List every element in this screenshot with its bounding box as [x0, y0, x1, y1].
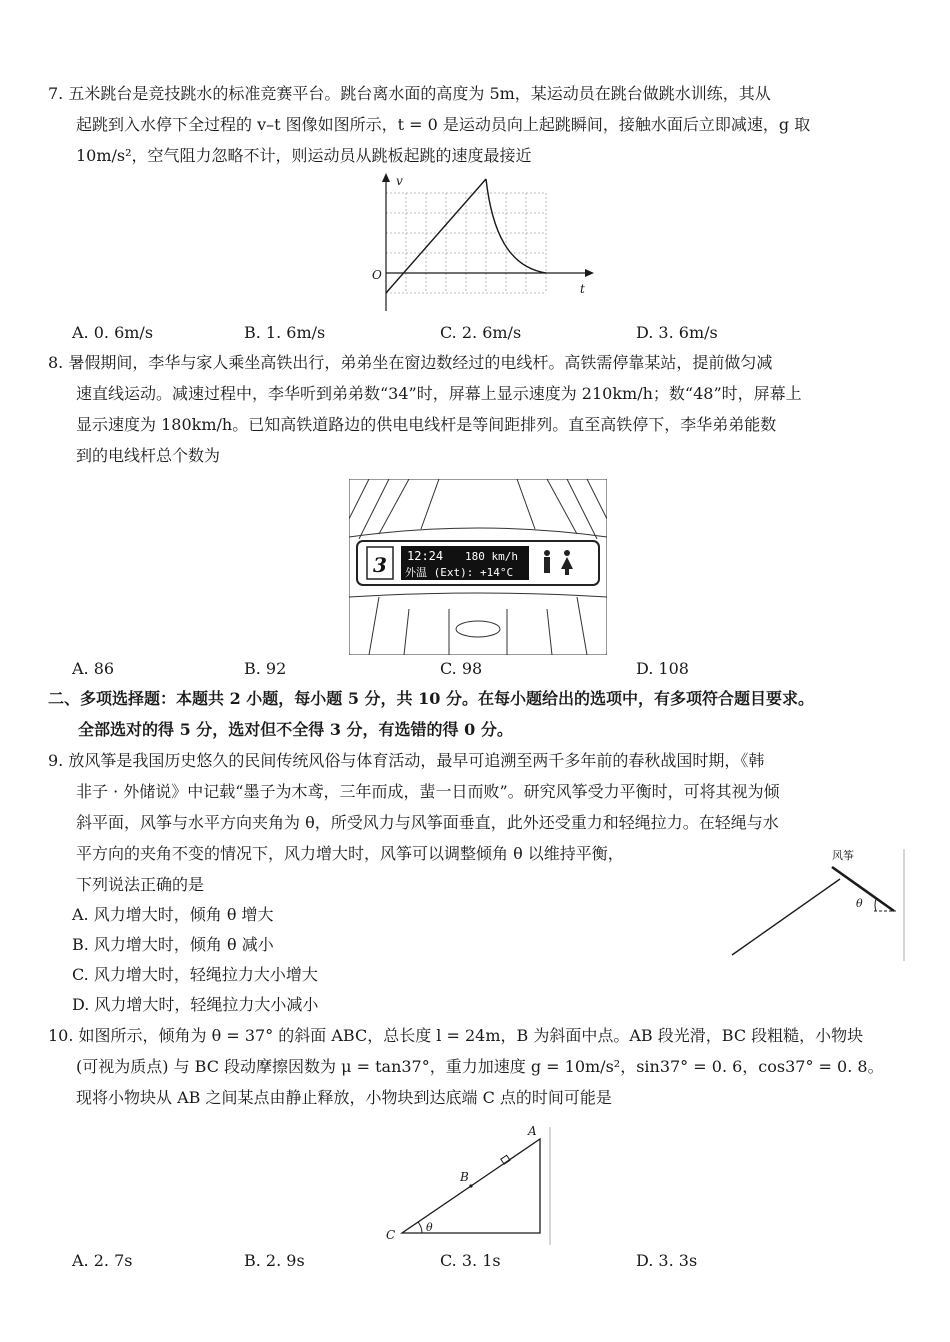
- kite-label: 风筝: [832, 849, 854, 862]
- q7-options: [48, 319, 908, 347]
- question-9: [48, 745, 908, 1020]
- q8-stem-line-3: 显示速度为 180km/h。已知高铁道路边的供电电线杆是等间距排列。直至高铁停下，李华弟弟能数: [76, 415, 777, 434]
- q9-option-d: D. 风力增大时，轻绳拉力大小减小: [72, 995, 319, 1014]
- q10-option-c: C. 3. 1s: [440, 1251, 501, 1270]
- section-2-heading: [48, 683, 908, 745]
- q9-option-b: B. 风力增大时，倾角 θ 减小: [72, 935, 274, 954]
- q9-stem-line-1: 9. 放风筝是我国历史悠久的民间传统风俗与体育活动，最早可追溯至两千多年前的春秋战国时期，《韩: [48, 751, 765, 770]
- q9-stem-line-5: 下列说法正确的是: [76, 875, 205, 894]
- incline-figure: [378, 1123, 578, 1247]
- q7-option-c: C. 2. 6m/s: [440, 323, 522, 342]
- q7-option-a: A. 0. 6m/s: [72, 323, 154, 342]
- q7-stem-line-1: 7. 五米跳台是竞技跳水的标准竞赛平台。跳台离水面的高度为 5m，某运动员在跳台做跳水训练，其从: [48, 84, 771, 103]
- kite-theta-label: θ: [856, 897, 863, 910]
- lcd-temperature: 外温 (Ext): +14°C: [405, 566, 514, 579]
- t-axis-arrow-icon: [585, 269, 594, 277]
- q7-option-b: B. 1. 6m/s: [244, 323, 326, 342]
- q10-options: [48, 1247, 908, 1275]
- kite-angle-arc: [875, 899, 876, 911]
- q9-stem-line-4: 平方向的夹角不变的情况下，风力增大时，风筝可以调整倾角 θ 以维持平衡，: [76, 844, 624, 863]
- q10-option-d: D. 3. 3s: [636, 1251, 698, 1270]
- kite-string: [732, 879, 840, 955]
- q9-stem-line-3: 斜平面，风筝与水平方向夹角为 θ，所受风力与风筝面垂直，此外还受重力和轻绳拉力。在轻绳与水: [76, 813, 779, 832]
- angle-theta-label: θ: [426, 1221, 433, 1234]
- kite-surface: [832, 867, 894, 911]
- kite-figure: [728, 845, 908, 963]
- q8-stem-line-4: 到的电线杆总个数为: [76, 446, 221, 465]
- q7-stem-line-2: 起跳到入水停下全过程的 v–t 图像如图所示，t = 0 是运动员向上起跳瞬间，接触水面后立即减速，g 取: [76, 115, 811, 134]
- q10-option-b: B. 2. 9s: [244, 1251, 305, 1270]
- question-10: [48, 1020, 908, 1275]
- lcd-time: 12:24: [407, 549, 444, 563]
- v-axis-label: v: [396, 174, 403, 188]
- lcd-speed: 180 km/h: [465, 550, 518, 563]
- vertex-a-label: A: [528, 1124, 537, 1138]
- q7-option-d: D. 3. 6m/s: [636, 323, 718, 342]
- v-axis-arrow-icon: [382, 173, 390, 182]
- q8-option-d: D. 108: [636, 659, 689, 678]
- section-2-heading-line-2: 全部选对的得 5 分，选对但不全得 3 分，有选错的得 0 分。: [78, 720, 513, 739]
- question-8: [48, 347, 908, 683]
- q10-stem-line-3: 现将小物块从 AB 之间某点由静止释放，小物块到达底端 C 点的时间可能是: [76, 1088, 612, 1107]
- q8-stem-line-1: 8. 暑假期间，李华与家人乘坐高铁出行，弟弟坐在窗边数经过的电线杆。高铁需停靠某站，提前做匀减: [48, 353, 773, 372]
- question-7: [48, 78, 908, 347]
- vertex-b-label: B: [460, 1170, 469, 1184]
- vertex-c-label: C: [386, 1228, 396, 1242]
- q8-stem-line-2: 速直线运动。减速过程中，李华听到弟弟数“34”时，屏幕上显示速度为 210km/h；数“48”时，屏幕上: [76, 384, 802, 403]
- q7-stem-line-3: 10m/s²，空气阻力忽略不计，则运动员从跳板起跳的速度最接近: [76, 146, 532, 165]
- theta-arc: [418, 1222, 422, 1233]
- q8-option-a: A. 86: [72, 659, 115, 678]
- t-axis-label: t: [580, 282, 585, 296]
- origin-label: O: [372, 268, 382, 282]
- q9-option-c: C. 风力增大时，轻绳拉力大小增大: [72, 965, 318, 984]
- q9-option-a: A. 风力增大时，倾角 θ 增大: [72, 905, 274, 924]
- car-number: 3: [373, 553, 387, 577]
- vt-graph-figure: [358, 171, 598, 319]
- exam-page: [48, 78, 908, 1275]
- q8-option-b: B. 92: [244, 659, 287, 678]
- q10-stem-line-2: (可视为质点) 与 BC 段动摩擦因数为 μ = tan37°，重力加速度 g = 10m/s²，sin37° = 0. 6，cos37° = 0. 8。: [76, 1057, 884, 1076]
- midpoint-b-dot: [469, 1184, 472, 1187]
- q8-option-c: C. 98: [440, 659, 483, 678]
- q10-option-a: A. 2. 7s: [72, 1251, 133, 1270]
- section-2-heading-line-1: 二、多项选择题：本题共 2 小题，每小题 5 分，共 10 分。在每小题给出的选项中，有多项符合题目要求。: [48, 689, 814, 708]
- q9-stem-line-2: 非子 · 外储说》中记载“墨子为木鸢，三年而成，蜚一日而败”。研究风筝受力平衡时，可将其视为倾: [76, 782, 780, 801]
- q10-stem-line-1: 10. 如图所示，倾角为 θ = 37° 的斜面 ABC，总长度 l = 24m，B 为斜面中点。AB 段光滑，BC 段粗糙，小物块: [48, 1026, 864, 1045]
- vt-linear-segment: [386, 179, 486, 293]
- vt-grid: [386, 193, 546, 293]
- q8-options: [48, 655, 908, 683]
- train-cabin-figure: [349, 479, 607, 655]
